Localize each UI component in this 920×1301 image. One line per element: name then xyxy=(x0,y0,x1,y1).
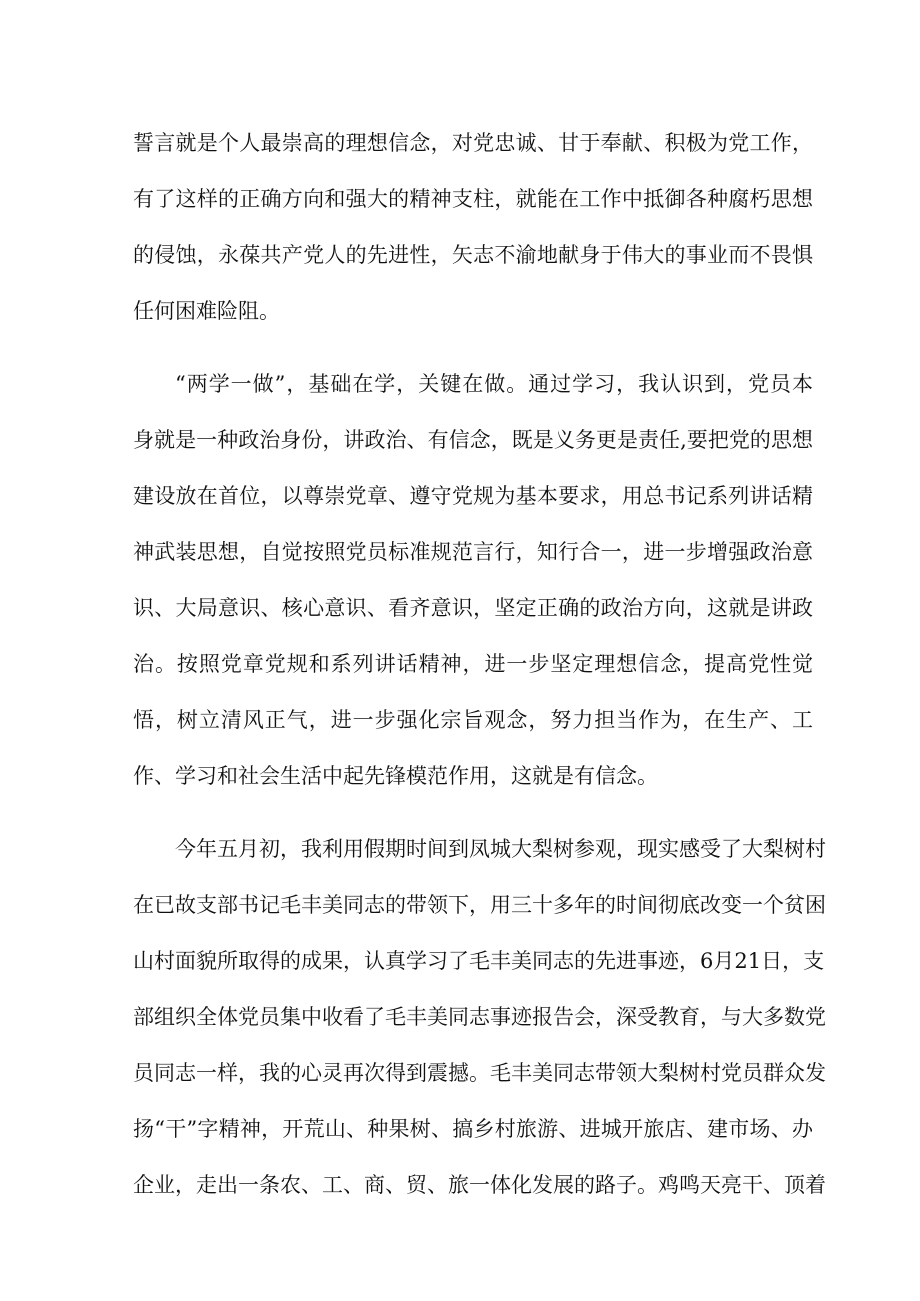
paragraph-1-line-2: 有了这样的正确方向和强大的精神支柱，就能在工作中抵御各种腐朽思想 xyxy=(133,187,813,211)
paragraph-2-line-6: 治。按照党章党规和系列讲话精神，进一步坚定理想信念，提高党性觉 xyxy=(133,652,813,676)
paragraph-3-line-2: 在已故支部书记毛丰美同志的带领下，用三十多年的时间彻底改变一个贫困 xyxy=(133,893,826,917)
paragraph-1-line-4: 任何困难险阻。 xyxy=(133,299,280,323)
paragraph-1-line-1: 誓言就是个人最崇高的理想信念，对党忠诚、甘于奉献、积极为党工作， xyxy=(133,131,813,155)
paragraph-2-line-8: 作、学习和社会生活中起先锋模范作用，这就是有信念。 xyxy=(133,764,658,788)
paragraph-2-line-5: 识、大局意识、核心意识、看齐意识，坚定正确的政治方向，这就是讲政 xyxy=(133,596,813,620)
paragraph-3-line-7: 企业，走出一条农、工、商、贸、旅一体化发展的路子。鸡鸣天亮干、顶着 xyxy=(133,1173,826,1197)
paragraph-2-line-3: 建设放在首位，以尊崇党章、遵守党规为基本要求，用总书记系列讲话精 xyxy=(133,484,813,508)
paragraph-2-line-2: 身就是一种政治身份，讲政治、有信念，既是义务更是责任,要把党的思想 xyxy=(133,428,813,452)
paragraph-3-line-1: 今年五月初，我利用假期时间到凤城大梨树参观，现实感受了大梨树村 xyxy=(175,837,826,861)
paragraph-2-line-4: 神武装思想，自觉按照党员标准规范言行，知行合一，进一步增强政治意 xyxy=(133,540,813,564)
paragraph-3-line-6: 扬“干”字精神，开荒山、种果树、搞乡村旅游、进城开旅店、建市场、办 xyxy=(133,1117,813,1141)
paragraph-3-line-4: 部组织全体党员集中收看了毛丰美同志事迹报告会，深受教育，与大多数党 xyxy=(133,1005,826,1029)
paragraph-2-line-1: “两学一做”，基础在学，关键在做。通过学习，我认识到，党员本 xyxy=(175,372,813,396)
paragraph-1-line-3: 的侵蚀，永葆共产党人的先进性，矢志不渝地献身于伟大的事业而不畏惧 xyxy=(133,243,813,267)
paragraph-3-line-3: 山村面貌所取得的成果，认真学习了毛丰美同志的先进事迹，6月21日，支 xyxy=(133,949,825,973)
paragraph-3-line-5: 员同志一样，我的心灵再次得到震撼。毛丰美同志带领大梨树村党员群众发 xyxy=(133,1061,826,1085)
paragraph-2-line-7: 悟，树立清风正气，进一步强化宗旨观念，努力担当作为，在生产、工 xyxy=(133,708,813,732)
